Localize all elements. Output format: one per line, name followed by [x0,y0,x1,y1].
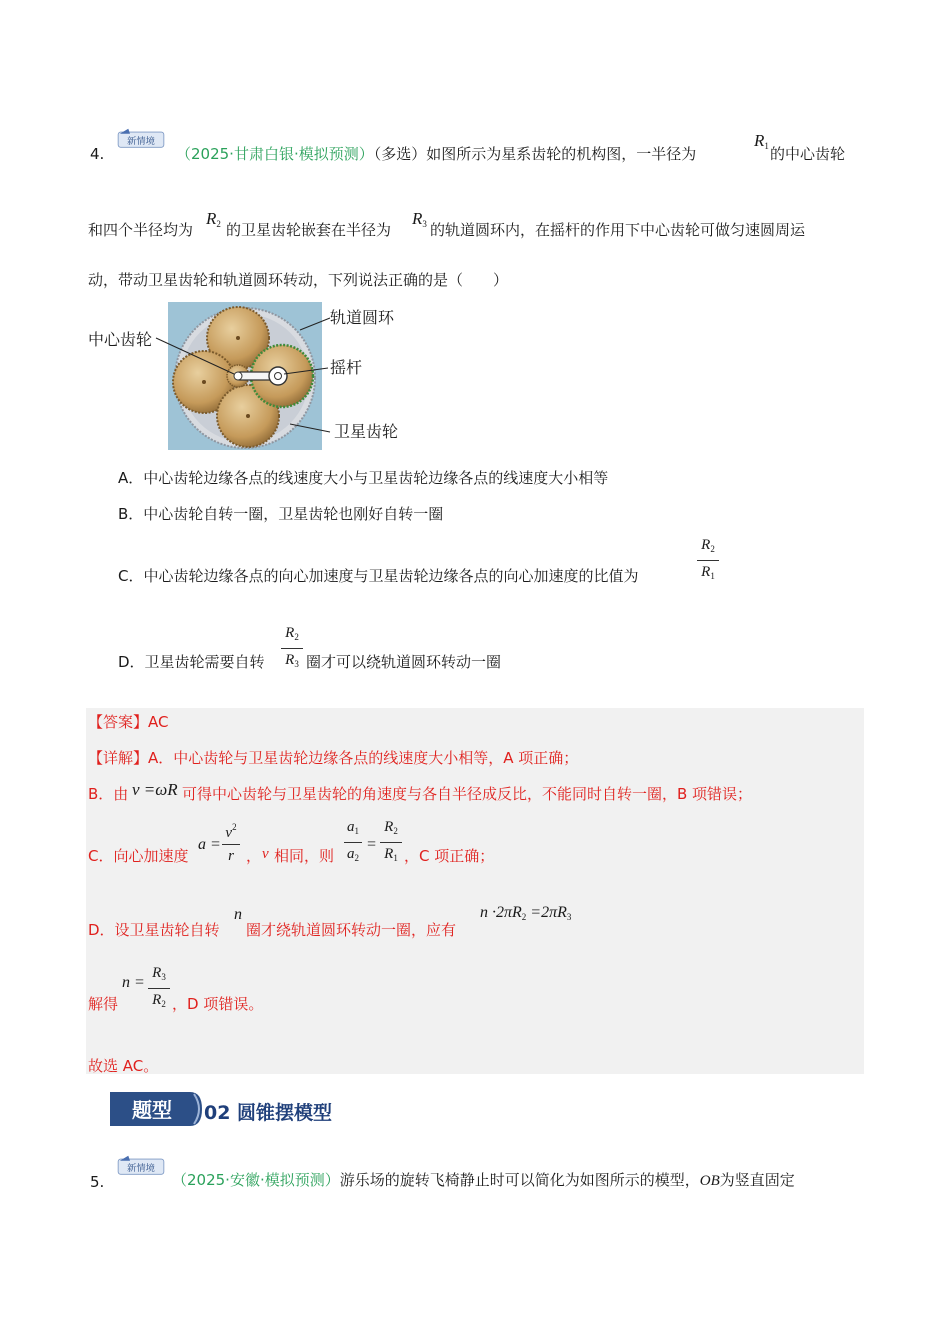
symbol-r2: $R_2$ [206,209,221,229]
answer-detail-a: 【详解】A．中心齿轮与卫星齿轮边缘各点的线速度大小相等，A 项正确； [88,749,579,767]
formula-n-eq: n = [122,974,145,991]
fraction-r2-over-r1: $R_2$ $R_1$ [697,536,719,585]
figure-leader-lines [150,300,340,440]
question-source: （2025·甘肃白银·模拟预测） [176,145,374,163]
formula-v-omega-r: v =ωR [132,780,178,799]
formula-a-eq: a = [198,836,221,853]
svg-text:题型: 题型 [132,1098,172,1122]
answer-detail-b-start: B．由 [88,785,129,803]
answer-detail-e-end: ，D 项错误。 [172,995,264,1013]
fraction-a1-over-a2: $a_1$ $a_2$ [344,818,362,867]
answer-detail-e-start: 解得 [88,995,119,1013]
question-text-line3: 动，带动卫星齿轮和轨道圆环转动，下列说法正确的是（ ） [88,271,509,289]
symbol-v: v [262,846,269,862]
question-text-line2-c: 的轨道圆环内，在摇杆的作用下中心齿轮可做匀速圆周运 [430,221,806,239]
formula-equals: = [366,836,377,853]
answer-detail-b-end: 可得中心齿轮与卫星齿轮的角速度与各自半径成反比，不能同时自转一圈，B 项错误； [182,785,753,803]
symbol-r3: $R_3$ [412,209,427,229]
section-title: 02 圆锥摆模型 [204,1102,333,1124]
question-number: 4. [90,145,105,163]
formula-n-2pir2-eq-2pir3: $n \cdot 2\pi R_2 =2\pi R_3$ [480,904,572,922]
answer-detail-c-start: C．向心加速度 [88,847,189,865]
fraction-r2-over-r3: $R_2$ $R_3$ [281,624,303,673]
option-a: A．中心齿轮边缘各点的线速度大小与卫星齿轮边缘各点的线速度大小相等 [118,469,609,487]
answer-detail-c-mid: 相同，则 [274,847,335,865]
option-c: C．中心齿轮边缘各点的向心加速度与卫星齿轮边缘各点的向心加速度的比值为 [118,567,639,585]
label-satellite-gear: 卫星齿轮 [334,422,399,441]
question-5-number: 5. [90,1173,105,1191]
label-center-gear: 中心齿轮 [88,330,153,349]
answer-label: 【答案】AC [88,713,169,731]
symbol-n: n [234,906,242,923]
answer-detail-c-end: ，C 项正确； [404,847,495,865]
option-d-end: 圈才可以绕轨道圆环转动一圈 [306,653,502,671]
new-context-badge-icon-5 [112,1154,170,1176]
label-crank: 摇杆 [330,358,363,377]
svg-text:新情境: 新情境 [127,1162,155,1174]
answer-detail-d-end: 圈才绕轨道圆环转动一圈，应有 [246,921,457,939]
svg-text:新情境: 新情境 [127,135,155,147]
question-text-line1: （2025·甘肃白银·模拟预测）（多选）如图所示为星系齿轮的机构图，一半径为 [176,145,697,163]
answer-detail-d-start: D．设卫星齿轮自转 [88,921,220,939]
label-track-ring: 轨道圆环 [330,308,395,327]
option-d-start: D．卫星齿轮需要自转 [118,653,265,671]
answer-detail-c-comma: ， [246,847,262,865]
question-5-source: （2025·安徽·模拟预测） [172,1171,340,1189]
question-5-line1: （2025·安徽·模拟预测）游乐场的旋转飞椅静止时可以简化为如图所示的模型，OB为竖直固定 [172,1171,795,1189]
question-text-line1-end: 的中心齿轮 [770,145,846,163]
fraction-v2-over-r: $v^2$ r [222,818,240,865]
answer-final: 故选 AC。 [88,1057,159,1075]
new-context-badge-icon [112,127,170,149]
option-b: B．中心齿轮自转一圈，卫星齿轮也刚好自转一圈 [118,505,444,523]
question-text-line2-a: 和四个半径均为 [88,221,194,239]
question-text-line2-b: 的卫星齿轮嵌套在半径为 [226,221,392,239]
symbol-r1: $R_1$ [754,131,769,151]
fraction-r2-over-r1-answer: $R_2$ $R_1$ [380,818,402,867]
fraction-r3-over-r2: $R_3$ $R_2$ [148,964,170,1013]
